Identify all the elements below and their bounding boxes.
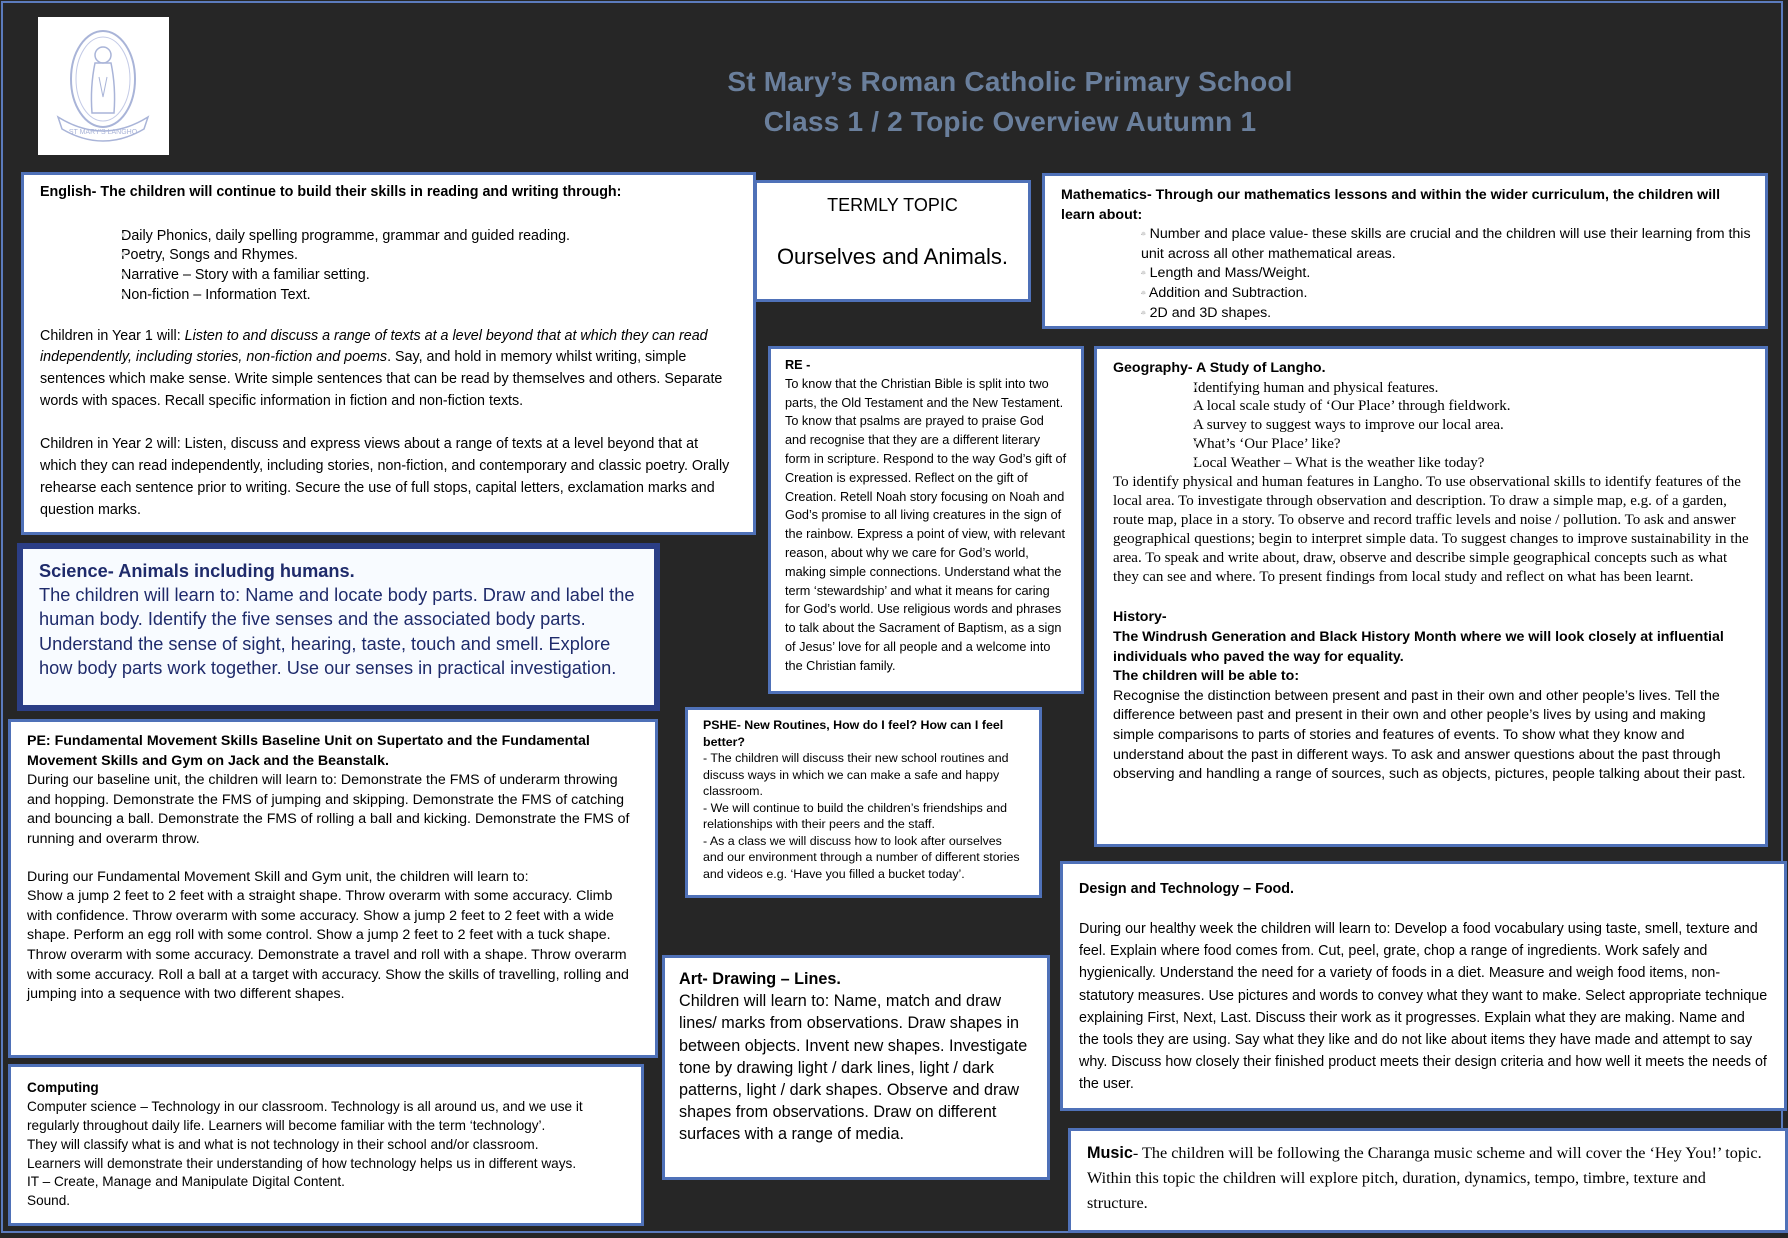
history-text: Recognise the distinction between present and past in their own and other people’s lives. Tell the difference between past and present in their own and other people’s lives by using and making simple comparisons to parts of stories and features of events. To show what they know and understand about the past in different ways. To ask and answer questions about the past through observing and handling a range of sources, such as objects, pictures, people talking about their past. [1113, 687, 1746, 783]
page-title-line-1: St Mary’s Roman Catholic Primary School [727, 66, 1293, 97]
page-title-line-2: Class 1 / 2 Topic Overview Autumn 1 [763, 106, 1257, 137]
list-item: • - 2D and 3D shapes. [1141, 304, 1751, 324]
maths-list [1061, 225, 1751, 323]
school-crest-icon [38, 17, 169, 155]
art-heading: Art- Drawing – Lines. [679, 970, 841, 988]
list-item: • - Number and place value- these skills are crucial and the children will use their learning from this unit across all other mathematical areas. [1141, 225, 1751, 264]
history-subheading: The Windrush Generation and Black History Month where we will look closely at influential individuals who paved the way for equality. [1113, 628, 1724, 665]
list-item: • - Length and Mass/Weight. [1141, 264, 1751, 284]
history-heading: History- [1113, 609, 1167, 626]
list-item: • Poetry, Songs and Rhymes. [121, 246, 737, 266]
pshe-line: - The children will discuss their new school routines and discuss ways in which we can make a safe and happy classroom. [703, 751, 1009, 798]
re-panel [768, 346, 1084, 694]
termly-topic-label: TERMLY TOPIC [827, 195, 958, 215]
pe-baseline-text: During our baseline unit, the children will learn to: Demonstrate the FMS of underarm throwing and hopping. Demonstrate the FMS of jumping and skipping. Demonstrate the FMS of catching and bouncing a ball. Demonstrate the FMS of rolling a ball and kicking. Demonstrate the FMS of running and overarm throw. [27, 772, 630, 847]
termly-topic-panel [754, 180, 1031, 302]
art-panel [662, 955, 1050, 1180]
maths-panel [1042, 173, 1768, 329]
maths-heading: Mathematics- Through our mathematics lessons and within the wider curriculum, the children will learn about: [1061, 187, 1721, 223]
geography-history-panel [1094, 346, 1768, 847]
dt-heading: Design and Technology – Food. [1079, 881, 1294, 897]
pshe-panel [685, 707, 1042, 898]
english-year1: Children in Year 1 will: Listen to and discuss a range of texts at a level beyond that at which they can read independently, including stories, non-fiction and poems. Say, and hold in memory whilst writing, simple sentences which make sense. Write simple sentences that can be read by themselves and others. Separate words with spaces. Recall specific information in fiction and non-fiction texts. [40, 327, 723, 409]
science-text: The children will learn to: Name and locate body parts. Draw and label the human body. Identify the five senses and the associated body parts. Understand the sense of sight, hearing, taste, touch and smell. Explore how body parts work together. Use our senses in practical investigation. [39, 585, 635, 678]
pshe-line: - As a class we will discuss how to look after ourselves and our environment through a number of different stories and videos e.g. ‘Have you filled a bucket today’. [703, 833, 1020, 881]
computing-panel [8, 1064, 644, 1226]
english-list [40, 227, 737, 306]
computing-line: Computer science – Technology in our classroom. Technology is all around us, and we use it regularly throughout daily life. Learners will become familiar with the term ‘technology’. [27, 1098, 583, 1133]
music-text: Music- The children will be following the Charanga music scheme and will cover the ‘Hey You!’ topic. Within this topic the children will explore pitch, duration, dynamics, tempo, timbre, texture and structure. [1087, 1144, 1762, 1213]
dt-text: During our healthy week the children will learn to: Develop a food vocabulary using taste, smell, texture and feel. Explain where food comes from. Cut, peel, grate, chop a range of ingredients. Work safely and hygienically. Understand the need for a variety of foods in a diet. Measure and weigh food items, non-statutory measures. Use pictures and words to convey what they want to make. Select appropriate technique explaining First, Next, Last. Discuss their work as it progresses. Explain what they are making. Name and the tools they are using. Say what they like and do not like about items they have made and attempt to say why. Discuss how closely their finished product meets their design criteria and how well it meets the needs of the user. [1079, 921, 1768, 1093]
english-heading: English- The children will continue to build their skills in reading and writing through: [40, 184, 622, 200]
re-heading: RE - [785, 358, 811, 372]
list-item: • A survey to suggest ways to improve our local area. [1193, 416, 1749, 435]
school-logo [38, 17, 169, 155]
computing-heading: Computing [27, 1080, 99, 1095]
computing-line: Sound. [27, 1193, 71, 1209]
pshe-heading: PSHE- New Routines, How do I feel? How can I feel better? [703, 718, 1004, 749]
english-panel [21, 172, 756, 535]
list-item: • What’s ‘Our Place’ like? [1193, 435, 1749, 454]
computing-line: They will classify what is and what is not technology in their school and/or classroom. [27, 1136, 539, 1152]
science-panel [17, 543, 660, 711]
art-text: Children will learn to: Name, match and draw lines/ marks from observations. Draw shapes in between objects. Invent new shapes. Investigate tone by drawing light / dark lines, light / dark patterns, light / dark shapes. Observe and draw shapes from observations. Draw on different surfaces with a range of media. [679, 992, 1028, 1144]
pshe-line: - We will continue to build the children’s friendships and relationships with their peers and the staff. [703, 800, 1007, 831]
pe-heading: PE: Fundamental Movement Skills Baseline Unit on Supertato and the Fundamental Movement Skills and Gym on Jack and the Beanstalk. [27, 733, 590, 769]
history-able: The children will be able to: [1113, 668, 1300, 685]
computing-line: Learners will demonstrate their understanding of how technology helps us in different ways. [27, 1155, 577, 1171]
re-text: To know that the Christian Bible is split into two parts, the Old Testament and the New Testament. To know that psalms are prayed to praise God and recognise that they are a different literary form in scripture. Respond to the way God’s gift of Creation is expressed. Reflect on the gift of Creation. Retell Noah story focusing on Noah and God’s promise to all living creatures in the sign of the rainbow. Express a point of view, with relevant reason, about why we care for God’s world, making simple connections. Understand what the term ‘stewardship’ and what it means for caring for God’s world. Use religious words and phrases to talk about the Sacrament of Baptism, as a sign of Jesus’ love for all people and a welcome into the Christian family. [785, 376, 1067, 673]
list-item: • - Addition and Subtraction. [1141, 284, 1751, 304]
pe-fms-lead: During our Fundamental Movement Skill and Gym unit, the children will learn to: [27, 868, 529, 885]
geography-heading: Geography- A Study of Langho. [1113, 360, 1326, 376]
english-year2: Children in Year 2 will: Listen, discuss and express views about a range of texts at a level beyond that at which they can read independently, including stories, non-fiction, and contemporary and classic poetry. Orally rehearse each sentence prior to writing. Secure the use of full stops, capital letters, exclamation marks and question marks. [40, 436, 730, 518]
pe-fms-text: Show a jump 2 feet to 2 feet with a straight shape. Throw overarm with some accuracy. Climb with confidence. Throw overarm with some accuracy. Show a jump 2 feet to 2 feet with a wide shape. Perform an egg roll with some control. Show a jump 2 feet to 2 feet with a tuck shape. Throw overarm with some accuracy. Demonstrate a travel and roll with a shape. Throw overarm with some accuracy. Roll a ball at a target with accuracy. Show the skills of travelling, rolling and jumping into a sequence with two different shapes. [27, 888, 629, 1003]
list-item: • Local Weather – What is the weather like today? [1193, 454, 1749, 473]
computing-line: IT – Create, Manage and Manipulate Digital Content. [27, 1174, 345, 1190]
geography-list [1113, 379, 1749, 473]
svg-text:ST MARY'S LANGHO: ST MARY'S LANGHO [68, 129, 138, 136]
list-item: • Daily Phonics, daily spelling programme, grammar and guided reading. [121, 227, 737, 247]
termly-topic-title: Ourselves and Animals. [776, 243, 1009, 269]
music-panel [1068, 1128, 1788, 1233]
geography-text: To identify physical and human features in Langho. To use observational skills to identify features of the local area. To investigate through observation and description. To draw a simple map, e.g. of a garden, route map, place in a story. To observe and record traffic levels and noise / pollution. To ask and answer geographical questions; begin to interpret simple data. To suggest changes to improve sustainability in the area. To speak and write about, draw, observe and describe simple geographical concepts such as what they can see and where. To present findings from local study and reflect on what has been learnt. [1113, 474, 1749, 585]
music-heading: Music [1087, 1144, 1133, 1162]
pe-panel [8, 719, 658, 1058]
list-item: • Narrative – Story with a familiar setting. [121, 266, 737, 286]
science-heading: Science- Animals including humans. [39, 561, 355, 581]
dt-panel [1060, 861, 1787, 1111]
list-item: • Non-fiction – Information Text. [121, 286, 737, 306]
list-item: • Identifying human and physical features. [1193, 379, 1749, 398]
list-item: • A local scale study of ‘Our Place’ through fieldwork. [1193, 397, 1749, 416]
